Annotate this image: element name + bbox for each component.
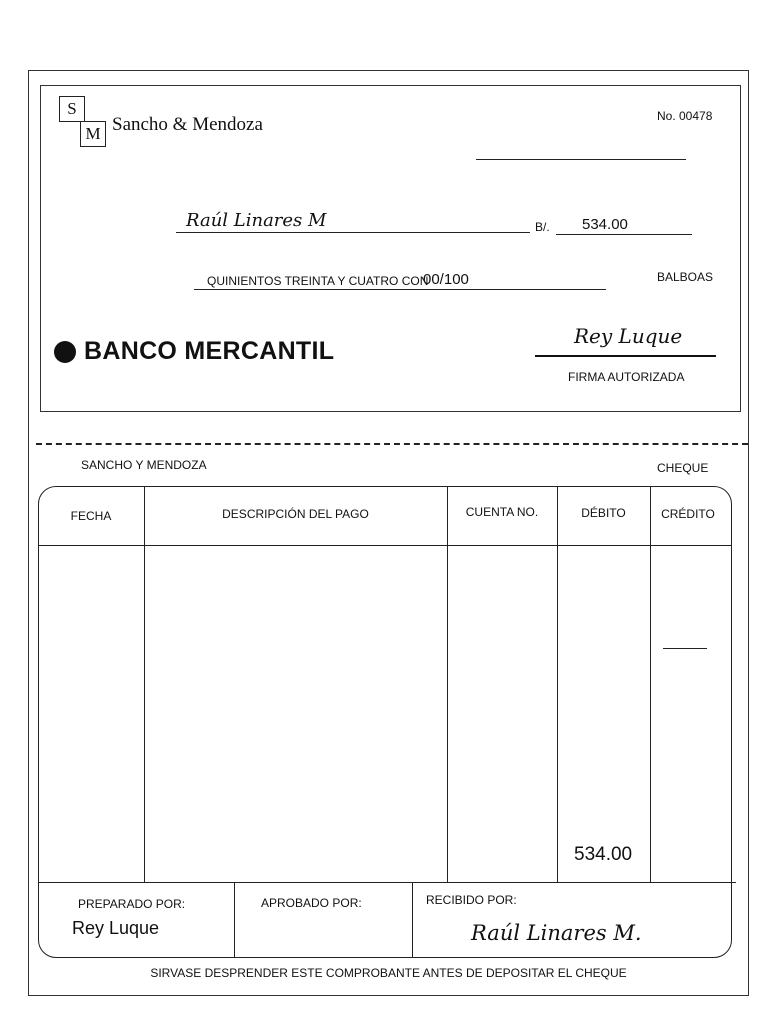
header-divider xyxy=(39,545,731,546)
signature-line xyxy=(535,355,716,357)
col-fecha: FECHA xyxy=(70,509,112,523)
logo-letter-m: M xyxy=(85,124,101,143)
logo-m-box xyxy=(80,121,106,147)
approved-label: APROBADO POR: xyxy=(261,896,362,910)
footer-divider xyxy=(39,882,736,883)
bank-logo-icon xyxy=(54,341,76,363)
footer-divider-1 xyxy=(234,882,235,958)
payee-line xyxy=(176,232,530,233)
prepared-name: Rey Luque xyxy=(72,918,160,938)
col-divider-2 xyxy=(447,487,448,882)
currency-label: B/. xyxy=(535,220,550,234)
currency-word: BALBOAS xyxy=(657,270,714,284)
bank-name: BANCO MERCANTIL xyxy=(84,337,335,365)
logo-letter-s: S xyxy=(67,99,77,118)
col-divider-1 xyxy=(144,487,145,882)
amount-words-line xyxy=(194,289,606,290)
voucher-doc-type: CHEQUE xyxy=(657,461,709,475)
voucher-company: SANCHO Y MENDOZA xyxy=(81,458,207,472)
amount-line xyxy=(556,234,692,235)
signature-label: FIRMA AUTORIZADA xyxy=(568,370,685,384)
footer-divider-2 xyxy=(412,882,413,958)
cheque-number: No. 00478 xyxy=(657,109,713,123)
col-divider-4 xyxy=(650,487,651,882)
col-debito: DÉBITO xyxy=(581,506,626,520)
received-label: RECIBIDO POR: xyxy=(426,893,517,907)
cheque-amount: 534.00 xyxy=(582,216,628,233)
prepared-label: PREPARADO POR: xyxy=(78,897,186,911)
col-divider-3 xyxy=(557,487,558,882)
credit-dash xyxy=(663,648,707,649)
col-descripcion: DESCRIPCIÓN DEL PAGO xyxy=(222,507,369,521)
company-name: Sancho & Mendoza xyxy=(112,114,263,135)
date-line xyxy=(476,159,686,160)
payee-name: Raúl Linares M xyxy=(186,210,327,231)
authorized-signature: Rey Luque xyxy=(574,324,683,348)
received-signature: Raúl Linares M. xyxy=(471,921,642,945)
detach-line xyxy=(36,443,748,445)
logo-s-box xyxy=(59,96,85,122)
footer-note: SIRVASE DESPRENDER ESTE COMPROBANTE ANTES DE DEPOSITAR EL CHEQUE xyxy=(150,966,627,980)
amount-cents: 00/100 xyxy=(423,271,469,288)
voucher-table xyxy=(38,486,732,958)
col-cuenta: CUENTA NO. xyxy=(465,505,539,519)
debit-value: 534.00 xyxy=(574,844,633,865)
col-credito: CRÉDITO xyxy=(661,507,715,521)
amount-words: QUINIENTOS TREINTA Y CUATRO CON xyxy=(207,274,429,288)
